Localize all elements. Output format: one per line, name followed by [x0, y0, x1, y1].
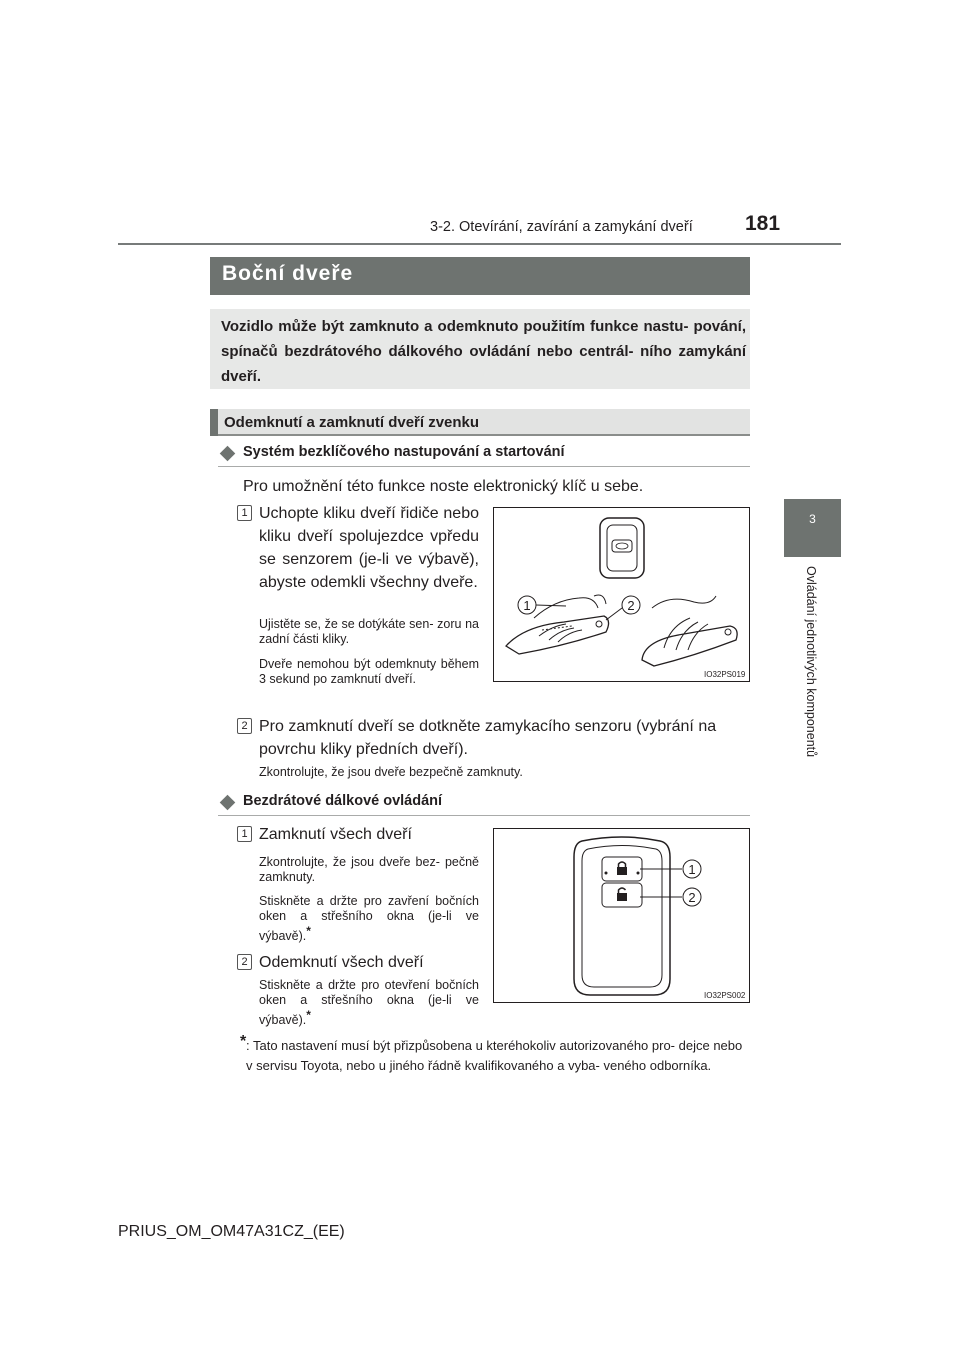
step-number-2: 2 — [237, 718, 252, 734]
subsection-title: Odemknutí a zamknutí dveří zvenku — [224, 414, 480, 431]
heading-rule — [218, 466, 750, 467]
asterisk: * — [306, 1008, 311, 1022]
running-header: 3-2. Otevírání, zavírání a zamykání dveří — [430, 219, 693, 235]
remote-step-1-note-2 — [259, 894, 479, 944]
remote-step-1-text: Zamknutí všech dveří — [259, 826, 412, 843]
remote-step-1-note-1: Zkontrolujte, že jsou dveře bez- pečně zamknuty. — [259, 855, 479, 884]
remote-step-1-note-2-text: Stiskněte a držte pro zavření bočních oken a střešního okna (je-li ve výbavě). — [259, 894, 479, 944]
door-handle-drawing — [494, 508, 749, 681]
chapter-label — [800, 566, 820, 816]
illustration-code: IO32PS019 — [704, 670, 746, 679]
heading-rule — [218, 815, 750, 816]
page-number: 181 — [745, 212, 781, 235]
chapter-label-text: Ovládání jednotlivých komponentů — [804, 566, 818, 758]
intro-paragraph: Vozidlo může být zamknuto a odemknuto použitím funkce nastu- pování, spínačů bezdrátového dálkového ovládání nebo centrál- ního zamykání dveří. — [221, 318, 746, 385]
subsection-marker — [210, 409, 218, 436]
door-handle-illustration — [493, 507, 750, 682]
smart-entry-heading: Systém bezklíčového nastupování a startování — [243, 444, 565, 460]
remote-key-illustration — [493, 828, 750, 1003]
page-title: Boční dveře — [222, 262, 354, 285]
smart-entry-lead: Pro umožnění této funkce noste elektronický klíč u sebe. — [243, 478, 644, 495]
diamond-bullet-icon — [220, 446, 236, 462]
remote-step-2-note — [259, 978, 479, 1028]
diamond-bullet-icon — [220, 795, 236, 811]
step-1-note-2: Dveře nemohou být odemknuty během 3 sekund po zamknutí dveří. — [259, 657, 479, 686]
header-divider — [118, 243, 841, 245]
remote-key-drawing — [494, 829, 749, 1002]
document-code: PRIUS_OM_OM47A31CZ_(EE) — [118, 1223, 345, 1240]
chapter-number: 3 — [809, 512, 816, 526]
footnote-mark: * — [240, 1033, 247, 1050]
asterisk: * — [306, 924, 311, 938]
remote-step-2-note-text: Stiskněte a držte pro otevření bočních oken a střešního okna (je-li ve výbavě). — [259, 978, 479, 1028]
chapter-tab — [784, 499, 841, 557]
svg-text:2: 2 — [688, 890, 696, 905]
step-1-note-1: Ujistěte se, že se dotýkáte sen- zoru na zadní části kliky. — [259, 617, 479, 646]
step-number-1: 1 — [237, 505, 252, 521]
footnote-text: : Tato nastavení musí být přizpůsobena u kteréhokoliv autorizovaného pro- dejce nebo v servisu Toyota, nebo u jiného řádně kvalifikovaného a vyba- veného odborníka. — [246, 1038, 743, 1073]
svg-text:1: 1 — [688, 862, 696, 877]
intro-text — [221, 314, 746, 389]
wireless-remote-heading: Bezdrátové dálkové ovládání — [243, 793, 443, 809]
step-1-text: Uchopte kliku dveří řidiče nebo kliku dveří spolujezdce vpředu se senzorem (je-li ve výbavě), abyste odemkli všechny dveře. — [259, 505, 479, 591]
svg-text:1: 1 — [523, 598, 531, 613]
step-2-note: Zkontrolujte, že jsou dveře bezpečně zamknuty. — [259, 765, 523, 779]
illustration-code: IO32PS002 — [704, 991, 746, 1000]
remote-step-number-1: 1 — [237, 826, 252, 842]
step-2-text: Pro zamknutí dveří se dotkněte zamykacího senzoru (vybrání na povrchu kliky předních dveří). — [259, 718, 717, 758]
remote-step-2-text: Odemknutí všech dveří — [259, 954, 424, 971]
remote-step-number-2: 2 — [237, 954, 252, 970]
svg-text:2: 2 — [627, 598, 635, 613]
